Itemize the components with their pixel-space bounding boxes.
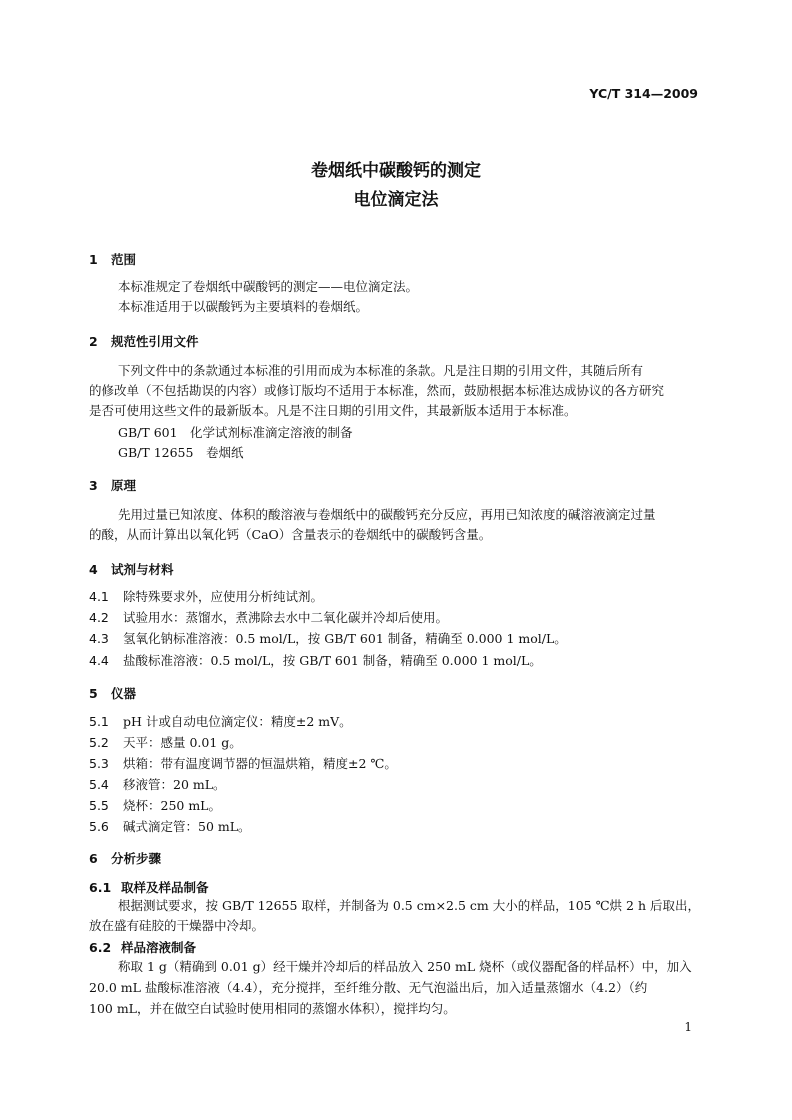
item-text: 移液管：20 mL。 [123,777,226,792]
section-title: 原理 [111,478,137,493]
item-number: 5.4 [89,777,109,792]
paragraph: 本标准规定了卷烟纸中碳酸钙的测定——电位滴定法。 [118,279,419,294]
subsection-number: 6.2 [89,940,112,955]
item-number: 4.1 [89,589,109,604]
item-number: 4.4 [89,653,109,668]
paragraph-line: 称取 1 g（精确到 0.01 g）经干燥并冷却后的样品放入 250 mL 烧杯（或仪器配备的样品杯）中，加入 [118,959,692,974]
subsection-title: 样品溶液制备 [121,940,197,955]
item-text: 烧杯：250 mL。 [123,798,221,813]
item-text: 盐酸标准溶液：0.5 mol/L，按 GB/T 601 制备，精确至 0.000 1 mol/L。 [123,653,542,668]
item-number: 5.1 [89,714,109,729]
paragraph-line: 的修改单（不包括勘误的内容）或修订版均不适用于本标准，然而，鼓励根据本标准达成协议的各方研究 [89,383,665,398]
paragraph-line: 先用过量已知浓度、体积的酸溶液与卷烟纸中的碳酸钙充分反应，再用已知浓度的碱溶液滴定过量 [118,507,656,522]
item-text: 试验用水：蒸馏水，煮沸除去水中二氧化碳并冷却后使用。 [123,610,449,625]
list-item [89,608,448,626]
list-item [89,712,352,730]
paragraph-line: 的酸，从而计算出以氧化钙（CaO）含量表示的卷烟纸中的碳酸钙含量。 [89,527,492,542]
item-text: 天平：感量 0.01 g。 [123,735,242,750]
item-text: 碱式滴定管：50 mL。 [123,819,251,834]
item-number: 5.3 [89,756,109,771]
paragraph-line: 根据测试要求，按 GB/T 12655 取样，并制备为 0.5 cm×2.5 cm 大小的样品，105 ℃烘 2 h 后取出， [118,898,700,913]
paragraph-line: 100 mL，并在做空白试验时使用相同的蒸馏水体积），搅拌均匀。 [89,1001,456,1016]
subsection-6-1-heading [89,878,209,896]
list-item [89,796,221,814]
section-6-heading [89,849,161,867]
item-text: pH 计或自动电位滴定仪：精度±2 mV。 [123,714,352,729]
section-title: 分析步骤 [111,851,162,866]
section-title: 试剂与材料 [111,562,174,577]
section-title: 规范性引用文件 [111,334,199,349]
list-item [89,817,251,835]
section-number: 5 [89,686,98,701]
standard-code: YC/T 314—2009 [589,86,698,101]
subsection-title: 取样及样品制备 [121,880,209,895]
section-title: 仪器 [111,686,137,701]
list-item [89,733,242,751]
document-subtitle: 电位滴定法 [353,190,439,210]
section-number: 2 [89,334,98,349]
subsection-number: 6.1 [89,880,112,895]
section-number: 6 [89,851,98,866]
normative-reference: GB/T 601 化学试剂标准滴定溶液的制备 [118,425,353,440]
item-text: 除特殊要求外，应使用分析纯试剂。 [123,589,324,604]
item-number: 4.3 [89,631,109,646]
paragraph-line: 是否可使用这些文件的最新版本。凡是不注日期的引用文件，其最新版本适用于本标准。 [89,403,577,418]
section-number: 4 [89,562,98,577]
list-item [89,587,323,605]
list-item [89,754,397,772]
item-number: 5.6 [89,819,109,834]
section-2-heading [89,332,199,350]
paragraph-line: 下列文件中的条款通过本标准的引用而成为本标准的条款。凡是注日期的引用文件，其随后所有 [118,363,644,378]
section-1-heading [89,250,136,268]
section-number: 1 [89,252,98,267]
paragraph-line: 20.0 mL 盐酸标准溶液（4.4），充分搅拌，至纤维分散、无气泡溢出后，加入适量蒸馏水（4.2）（约 [89,980,648,995]
item-text: 烘箱：带有温度调节器的恒温烘箱，精度±2 ℃。 [123,756,397,771]
document-title: 卷烟纸中碳酸钙的测定 [311,161,481,181]
item-number: 4.2 [89,610,109,625]
page-number: 1 [684,1020,692,1034]
item-number: 5.2 [89,735,109,750]
section-title: 范围 [111,252,137,267]
item-number: 5.5 [89,798,109,813]
item-text: 氢氧化钠标准溶液：0.5 mol/L，按 GB/T 601 制备，精确至 0.000 1 mol/L。 [123,631,567,646]
list-item [89,651,542,669]
section-4-heading [89,560,174,578]
normative-reference: GB/T 12655 卷烟纸 [118,445,244,460]
list-item [89,629,567,647]
paragraph-line: 放在盛有硅胶的干燥器中冷却。 [89,918,265,933]
paragraph: 本标准适用于以碳酸钙为主要填料的卷烟纸。 [118,299,369,314]
list-item [89,775,226,793]
section-number: 3 [89,478,98,493]
section-5-heading [89,684,136,702]
section-3-heading [89,476,136,494]
subsection-6-2-heading [89,938,196,956]
